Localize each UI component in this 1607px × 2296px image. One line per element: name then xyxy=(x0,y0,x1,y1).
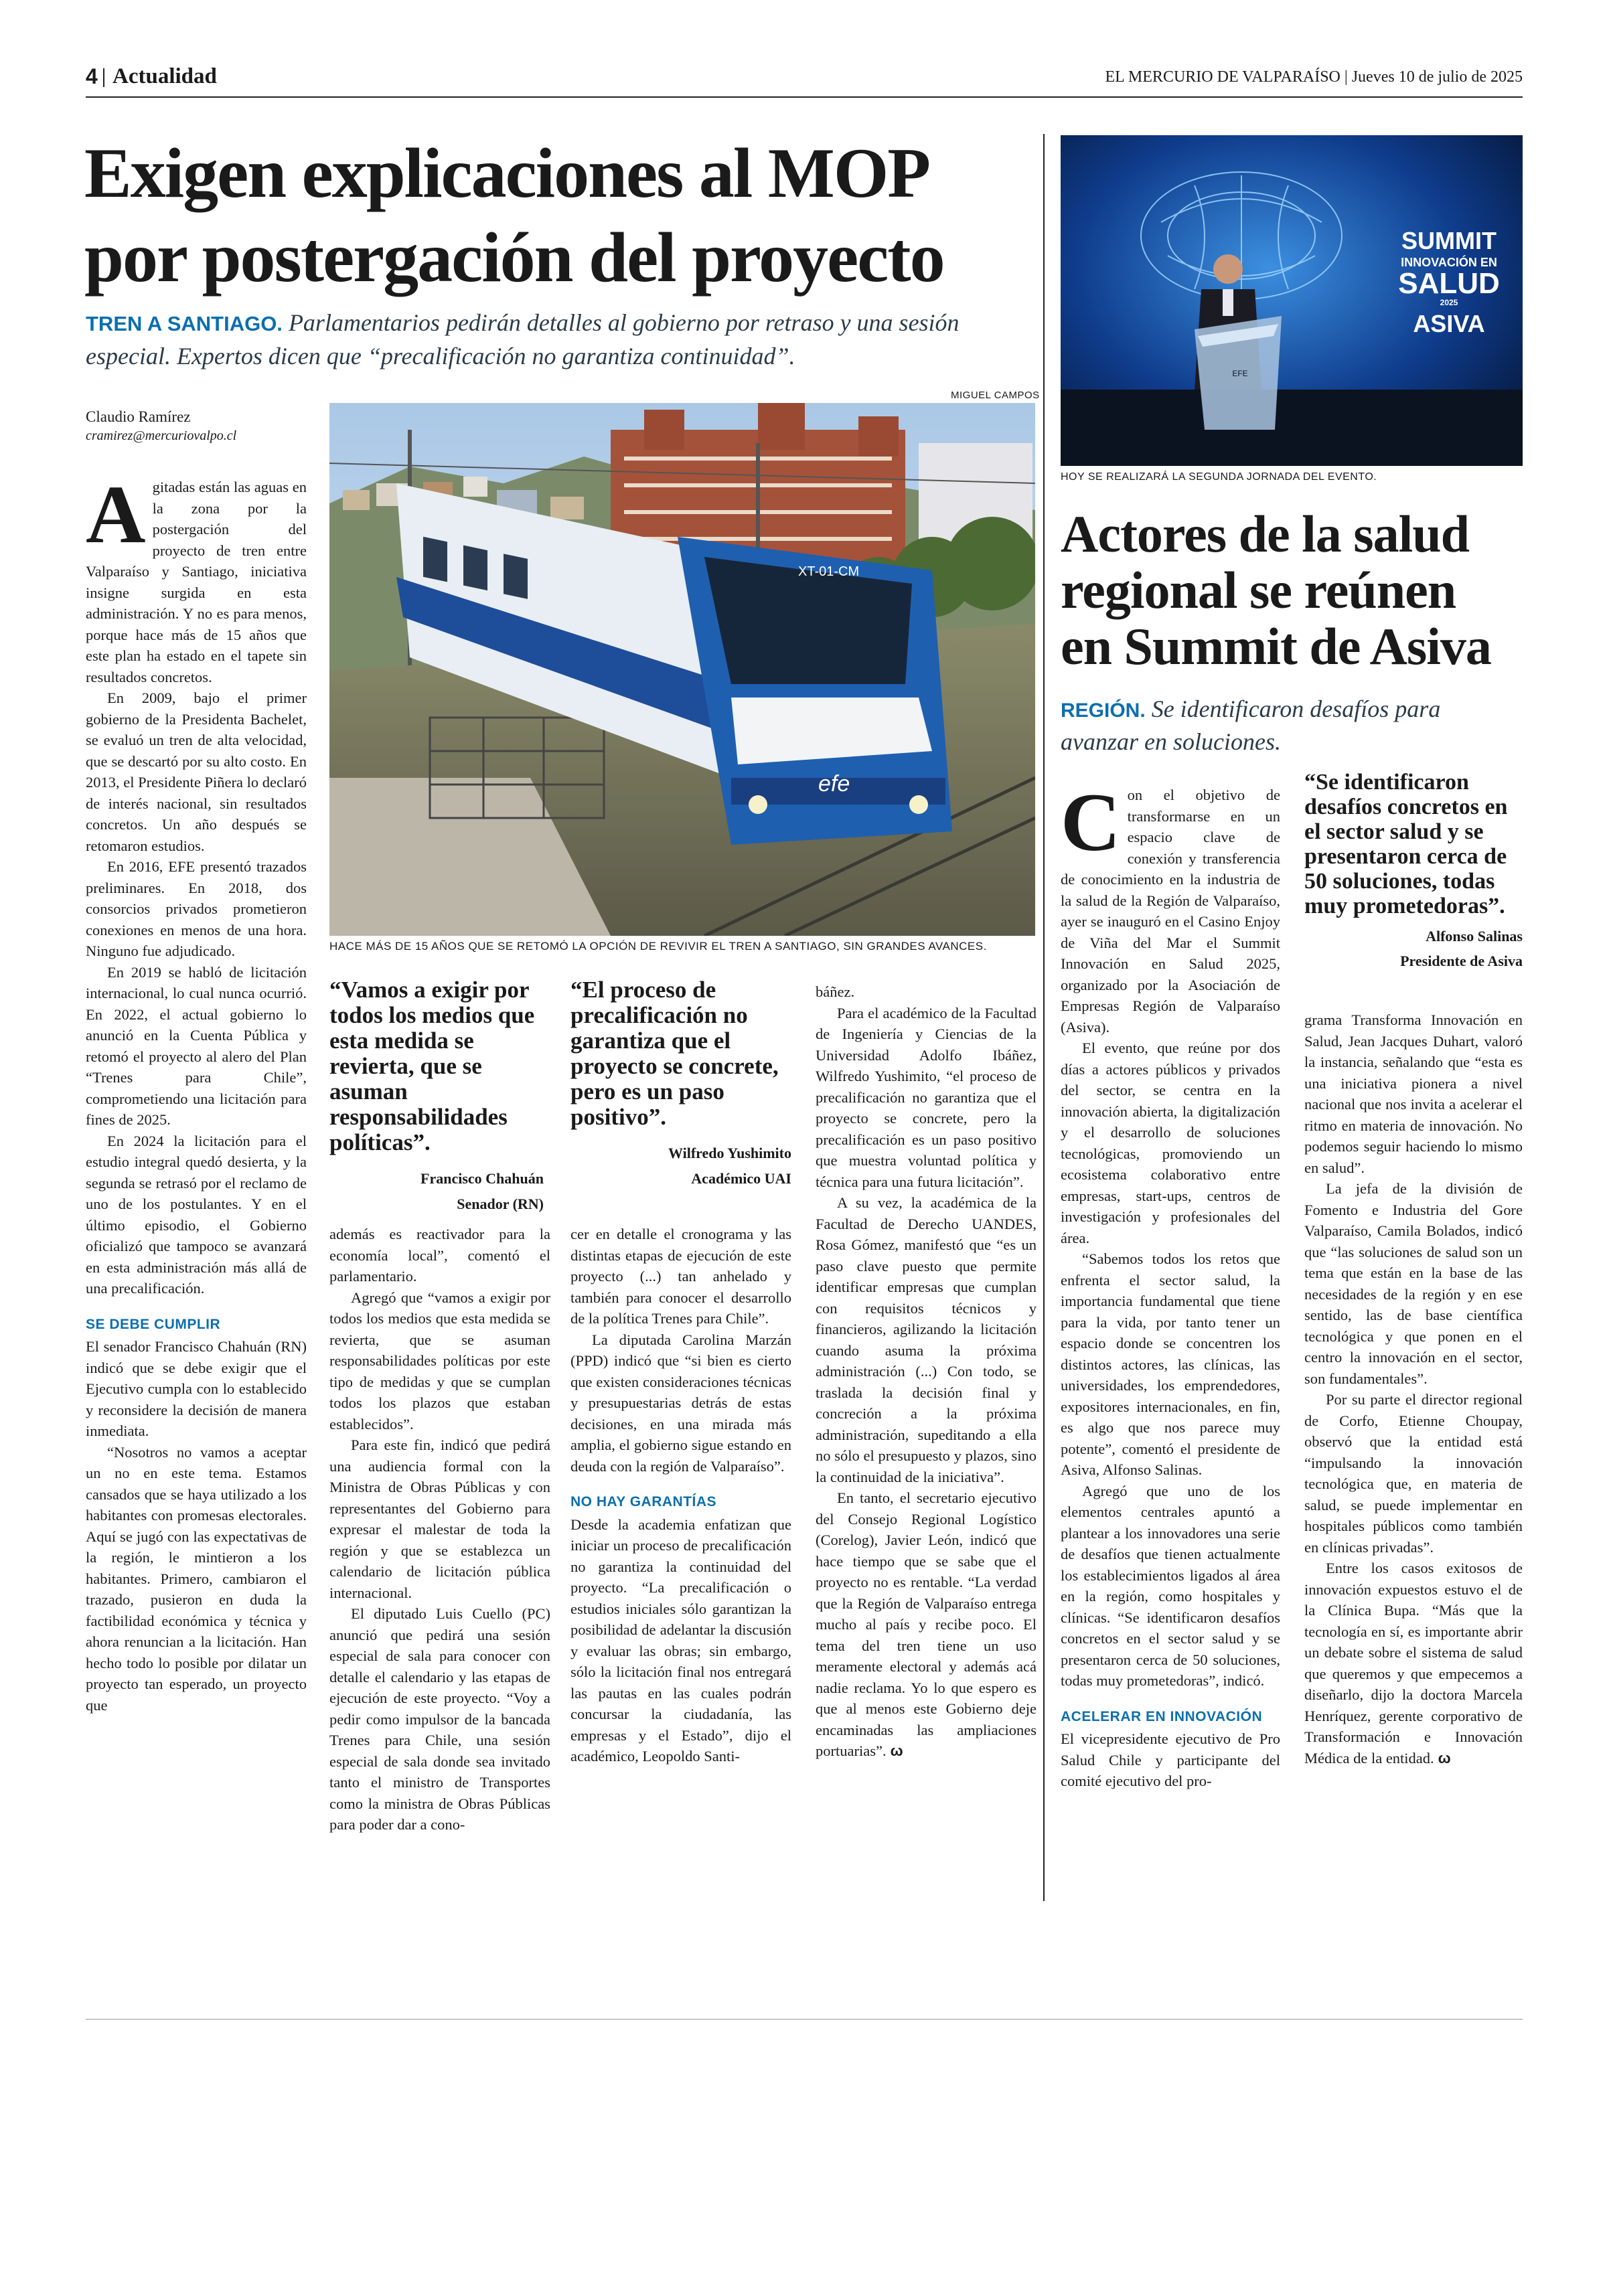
story1-column-3 xyxy=(570,1224,791,1767)
screen-logo xyxy=(1398,227,1500,337)
story2-c2-p2: La jefa de la división de Fomento e Industria del Gore Valparaíso, Camila Bolados, indicó que “las soluciones de salud son un tema que están en la base de las necesidades de la región y en ese sentido, las de base científica tecnológica y que ponen en el centro la innovación en el sector, son fundamentales”. xyxy=(1304,1180,1523,1387)
summit-photo-caption: HOY SE REALIZARÁ LA SEGUNDA JORNADA DEL EVENTO. xyxy=(1061,471,1377,483)
header-separator: | xyxy=(1344,68,1352,86)
page-header xyxy=(86,64,1523,96)
story1-headline xyxy=(84,131,1035,300)
quote1-author: Francisco Chahuán xyxy=(420,1170,544,1187)
story2-c1-p3: “Sabemos todos los retos que enfrenta el sector salud, la importancia fundamental que tiene para la vida, por tanto tener un espacio donde se concentren los distintos actores, las clínicas, las universidades, los emprendedores, expositores internacionales, en fin, es algo que nos parece muy potente”, comentó el presidente de Asiva, Alfonso Salinas. xyxy=(1061,1250,1280,1478)
story2-headline-line2: regional se reúnen xyxy=(1061,561,1456,619)
quote1-role: Senador (RN) xyxy=(457,1196,544,1212)
story1-kicker: TREN A SANTIAGO. xyxy=(86,312,283,335)
podium-label: EFE xyxy=(1232,369,1248,378)
story2-end-mark: ω xyxy=(1438,1749,1451,1767)
story2-deck xyxy=(1061,693,1523,757)
story1-column-1 xyxy=(86,469,307,1716)
story2-headline xyxy=(1061,506,1523,675)
photo-credit: MIGUEL CAMPOS xyxy=(951,390,1040,401)
quote2-role: Académico UAI xyxy=(691,1170,791,1187)
story2-c2-p1: grama Transforma Innovación en Salud, Jean Jacques Duhart, valoró la instancia, señalando que “esta es una iniciativa pionera a nivel nacional que nos invita a acelerar el ritmo en materia de innovación. No podemos seguir haciendo lo mismo en salud”. xyxy=(1304,1011,1523,1176)
story1-c1-p7: “Nosotros no vamos a aceptar un no en este tema. Estamos cansados que se haya utilizado a los habitantes con promesas electorales. Aquí se jugó con las expectativas de la región, le mintieron a los habitantes. Primero, cambiaron el trazado, pusieron en duda la factibilidad económica y técnica y ahora renuncian a la licitación. Han hecho todo lo posible por dilatar un proyecto tan esperado, un proyecto que xyxy=(86,1443,307,1714)
screen-summit: SUMMIT xyxy=(1401,227,1497,254)
author-name: Claudio Ramírez xyxy=(86,408,191,425)
story1-c2-p4: El diputado Luis Cuello (PC) anunció que pedirá una sesión especial de sala para conocer con detalle el calendario y las etapas de ejecución de este proyecto. “Voy a pedir como impulsor de la bancada Trenes para Chile, una sesión especial de sala donde sea invitado tanto el ministro de Transportes como la ministra de Obras Públicas para poder dar a cono- xyxy=(329,1605,550,1833)
story2-quote-author: Alfonso Salinas xyxy=(1426,928,1523,945)
story1-c1-p1: gitadas están las aguas en la zona por la postergación del proyecto de tren entre Valparaíso y Santiago, iniciativa insigne surgida en esta administración. Y no es para menos, porque hace más de 15 años que este plan ha estado en el tapete sin resultados concretos. xyxy=(86,479,307,685)
story2-headline-line1: Actores de la salud xyxy=(1061,505,1470,563)
story1-c1-p5: En 2024 la licitación para el estudio integral quedó desierta, y la segunda se retrasó por el reclamo de uno de los postulantes. Y en el último episodio, el Gobierno oficializó que tampoco se avanzará en esta administración más allá de una precalificación. xyxy=(86,1132,307,1297)
story2-c1-p1: on el objetivo de transformarse en un espacio clave de conexión y transferencia de conocimiento en la industria de la salud de la Región de Valparaíso, ayer se inauguró en el Casino Enjoy de Viña del Mar el Summit Innovación en Salud 2025, organizado por la Asociación de Empresas Región de Valparaíso (Asiva). xyxy=(1061,787,1280,1036)
story1-c4-p4: En tanto, el secretario ejecutivo del Consejo Regional Logístico (Corelog), Javier León, indicó que hace tiempo que se sabe que el proyecto no es rentable. “La verdad que la Región de Valparaíso entrega mucho al país y recibe poco. El tema del tren tiene un uso meramente electoral y además acá nadie reclama. Yo lo que espero es que al menos este Gobierno deje encaminadas las ampliaciones portuarias”. xyxy=(816,1489,1037,1759)
issue-date: Jueves 10 de julio de 2025 xyxy=(1351,68,1523,86)
story2-c2-p4: Entre los casos exitosos de innovación expuestos estuvo el de la Clínica Bupa. “Más que la tecnología en sí, es importante abrir un debate sobre el sistema de salud que queremos y que empecemos a diseñarlo, dijo la doctora Marcela Henríquez, gerente corporativo de Transformación e Innovación Médica de la entidad. xyxy=(1304,1560,1523,1767)
header-rule xyxy=(86,96,1523,98)
story2-c1-p2: El evento, que reúne por dos días a actores públicos y privados del sector, se centra en la innovación abierta, la digitalización y el desarrollo de soluciones tecnológicas, promoviendo un ecosistema colaborativo entre empresas, start-ups, centros de investigación y profesionales del área. xyxy=(1061,1040,1280,1246)
story2-c1-p4: Agregó que uno de los elementos centrales apuntó a plantear a los innovadores una serie de desafíos que tienen actualmente los establecimientos ligados al área en la región, como hospitales y clínicas. “Se identificaron desafíos concretos en el sector salud y se presentaron cerca de 50 soluciones, todas muy prometedoras”, indicó. xyxy=(1061,1482,1280,1689)
story1-deck xyxy=(86,307,1037,373)
header-right xyxy=(1105,68,1523,86)
summit-photo xyxy=(1061,135,1523,466)
story2-quote-text: “Se identificaron desafíos concretos en el sector salud y se presentaron cerca de 50 soluciones, todas muy prometedoras”. xyxy=(1304,770,1508,918)
byline xyxy=(86,408,300,444)
quote2-text: “El proceso de precalificación no garantiza que el proyecto se concrete, pero es un paso positivo”. xyxy=(570,977,779,1130)
quote1-text: “Vamos a exigir por todos los medios que esta medida se revierta, que se asuman responsabilidades políticas”. xyxy=(329,977,535,1155)
story1-c2-p2: Agregó que “vamos a exigir por todos los medios que esta medida se revierta, que se asuman responsabilidades políticas por este tipo de medidas y que se cumplan todos los plazos que estaban establecidos”. xyxy=(329,1289,550,1432)
story1-column-2 xyxy=(329,1224,550,1835)
story1-c2-p1: además es reactivador para la economía local”, comentó el parlamentario. xyxy=(329,1226,550,1285)
screen-year: 2025 xyxy=(1440,298,1458,307)
story1-end-mark: ω xyxy=(890,1742,903,1759)
story1-c1-p3: En 2016, EFE presentó trazados preliminares. En 2018, dos consorcios privados prometieron conexiones en menos de una hora. Ninguno fue adjudicado. xyxy=(86,858,307,959)
train-number: XT-01-CM xyxy=(798,564,860,579)
story2-c2-p3: Por su parte el director regional de Corfo, Etienne Choupay, observó que la entidad está “impulsando la innovación tecnológica que, en materia de salud, se puede implementar en hospitales públicos como también en clínicas privadas”. xyxy=(1304,1391,1523,1556)
story2-column-1 xyxy=(1061,776,1280,1792)
train-photo-caption: HACE MÁS DE 15 AÑOS QUE SE RETOMÓ LA OPCIÓN DE REVIVIR EL TREN A SANTIAGO, SIN GRANDES AVANCES. xyxy=(329,940,987,953)
story1-c4-p1: báñez. xyxy=(816,983,855,1000)
subhead-no-hay-garantias: NO HAY GARANTÍAS xyxy=(570,1494,717,1509)
train-illustration xyxy=(329,403,1035,936)
story1-c2-p3: Para este fin, indicó que pedirá una audiencia formal con la Ministra de Obras Públicas y con representantes del Gobierno para expresar el malestar de toda la región y que se establezca un calendario de licitación pública internacional. xyxy=(329,1437,550,1601)
story1-c3-p1: cer en detalle el cronograma y las distintas etapas de ejecución de este proyecto (...) tan anhelado y también para conocer el desarrollo de la política Trenes para Chile”. xyxy=(570,1226,791,1327)
story1-c3-p2: La diputada Carolina Marzán (PPD) indicó que “si bien es cierto que existen consideraciones técnicas y presupuestarias detrás de estas decisiones, en una mirada más amplia, el gobierno sigue estando en deuda con la región de Valparaíso”. xyxy=(570,1331,791,1475)
section-label: Actualidad xyxy=(112,64,217,88)
newspaper-name: EL MERCURIO DE VALPARAÍSO xyxy=(1105,68,1341,86)
story2-c1-p5: El vicepresidente ejecutivo de Pro Salud Chile y participante del comité ejecutivo del pro- xyxy=(1061,1730,1280,1789)
stage-floor xyxy=(1061,390,1523,466)
story1-headline-line1: Exigen explicaciones al MOP xyxy=(84,134,930,212)
story1-c4-p2: Para el académico de la Facultad de Ingeniería y Ciencias de la Universidad Adolfo Ibáñez, Wilfredo Yushimito, “el proceso de precalificación no garantiza que el proyecto se concrete, pero la precalificación es un paso positivo que muestra voluntad política y técnica para una futura licitación”. xyxy=(816,1004,1037,1190)
story-divider xyxy=(1043,134,1045,1901)
pull-quote-yushimito xyxy=(570,977,791,1192)
story2-headline-line3: en Summit de Asiva xyxy=(1061,617,1491,675)
story1-c3-p3: Desde la academia enfatizan que iniciar un proceso de precalificación no garantiza la continuidad del proyecto. “La precalificación o estudios iniciales sólo garantizan la posibilidad de adelantar la discusión y evaluar las obras; sin embargo, sólo la licitación final nos entregará las pautas en las cuales podrán concursar la ciudadanía, las empresas y el Estado”, dijo el académico, Leopoldo Santi- xyxy=(570,1515,791,1765)
screen-innovacion: INNOVACIÓN EN xyxy=(1401,256,1497,269)
story1-c1-p4: En 2019 se habló de licitación internacional, lo cual nunca ocurrió. En 2022, el actual gobierno lo anunció en la Cuenta Pública y retomó el proyecto al alero del Plan “Trenes para Chile”, comprometiendo una licitación para fines de 2025. xyxy=(86,963,307,1128)
story1-c1-p6: El senador Francisco Chahuán (RN) indicó que se debe exigir que el Ejecutivo cumpla con lo establecido y reconsidere la decisión de manera inmediata. xyxy=(86,1338,307,1439)
subhead-se-debe-cumplir: SE DEBE CUMPLIR xyxy=(86,1316,221,1332)
dropcap-a: A xyxy=(86,469,146,560)
screen-salud: SALUD xyxy=(1398,267,1500,300)
author-email: cramirez@mercuriovalpo.cl xyxy=(86,428,237,443)
story2-column-2 xyxy=(1304,1009,1523,1769)
podium xyxy=(1195,316,1282,430)
pull-quote-salinas xyxy=(1304,770,1523,973)
story1-headline-line2: por postergación del proyecto xyxy=(84,218,944,297)
summit-illustration xyxy=(1061,135,1523,466)
story2-quote-role: Presidente de Asiva xyxy=(1400,953,1523,969)
train-photo xyxy=(329,403,1035,936)
story1-column-4 xyxy=(816,981,1037,1762)
pull-quote-chahuan xyxy=(329,977,544,1217)
story2-deck-text: Se identificaron desafíos para avanzar en soluciones. xyxy=(1061,695,1441,755)
page-number: 4 xyxy=(86,64,98,88)
story2-kicker: REGIÓN. xyxy=(1061,700,1146,722)
train-brand: efe xyxy=(818,771,850,797)
story1-deck-text: Parlamentarios pedirán detalles al gobierno por retraso y una sesión especial. Expertos dicen que “precalificación no garantiza continuidad”. xyxy=(86,309,960,370)
subhead-acelerar: ACELERAR EN INNOVACIÓN xyxy=(1061,1708,1263,1724)
quote2-author: Wilfredo Yushimito xyxy=(668,1145,791,1161)
dropcap-c: C xyxy=(1061,776,1121,868)
story1-c1-p2: En 2009, bajo el primer gobierno de la Presidenta Bachelet, se evaluó un tren de alta velocidad, que se descartó por su alto costo. En 2013, el Presidente Piñera lo declaró de interés nacional, sin resultados concretos. Un año después se retomaron estudios. xyxy=(86,689,307,854)
footer-rule xyxy=(86,2019,1523,2020)
story1-c4-p3: A su vez, la académica de la Facultad de Derecho UANDES, Rosa Gómez, manifestó que “es un paso clave puesto que permite identificar empresas que cumplan con requisitos técnicos y financieros, agilizando la licitación cuando asuma la próxima administración (...) Con todo, se traslada la decisión final y concreción a la próxima administración, supeditando a ella no sólo el presupuesto y plazos, sino la continuidad de la iniciativa”. xyxy=(816,1194,1037,1485)
header-divider xyxy=(103,68,104,87)
screen-asiva: ASIVA xyxy=(1413,310,1485,337)
